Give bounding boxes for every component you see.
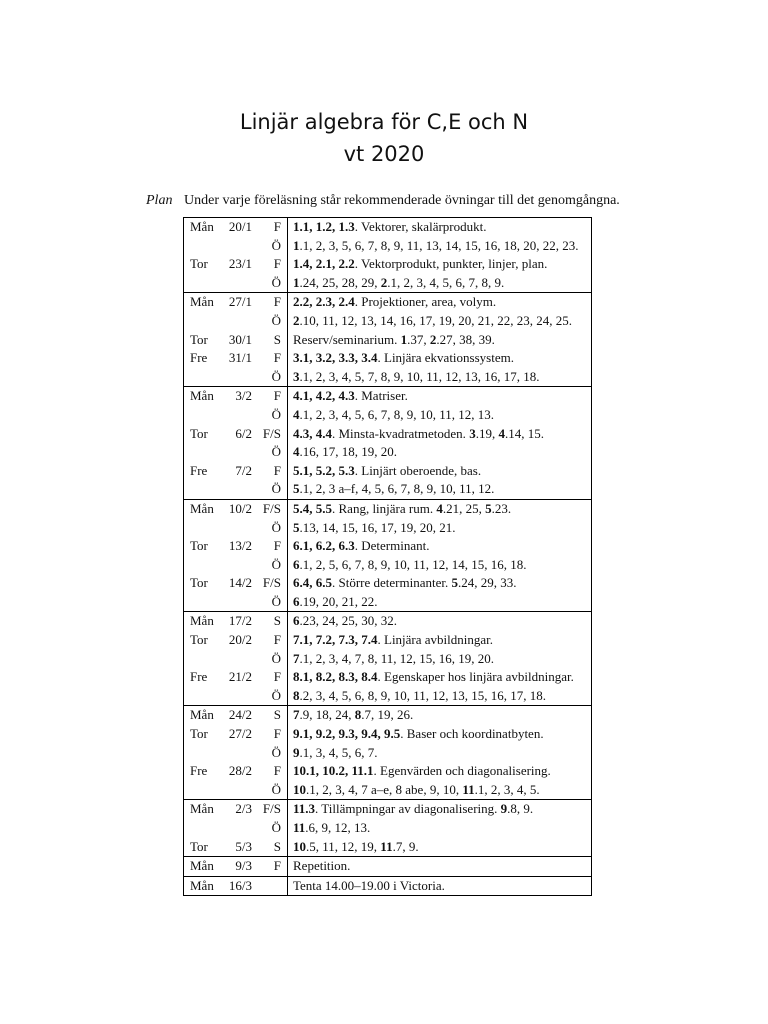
weekday: [184, 593, 224, 612]
date: 30/1: [228, 331, 252, 347]
schedule-row: [184, 687, 591, 706]
session-content: 6.4, 6.5. Större determinanter. 5.24, 29, 33.: [293, 575, 517, 591]
section-reference: 1: [293, 274, 300, 290]
date: [224, 593, 252, 612]
schedule-week-group: [184, 705, 591, 799]
schedule-row: [184, 781, 591, 800]
schedule-table: [183, 217, 592, 896]
session-type: F: [273, 219, 281, 234]
date: [224, 406, 252, 425]
schedule-row: [184, 574, 591, 593]
section-reference: 6.1, 6.2, 6.3: [293, 538, 355, 554]
section-reference: 11: [462, 781, 475, 797]
section-reference: 6: [293, 613, 300, 629]
weekday: Fre: [190, 350, 208, 366]
session-content: 7.9, 18, 24, 8.7, 19, 26.: [293, 707, 414, 723]
schedule-row: [184, 406, 591, 425]
session-content: 6.1, 6.2, 6.3. Determinant.: [293, 538, 430, 554]
date: [224, 480, 252, 499]
date: 7/2: [235, 462, 252, 478]
session-type: Ö: [271, 444, 281, 460]
session-type: Ö: [271, 519, 281, 535]
weekday: Mån: [190, 707, 214, 723]
session-content: 3.1, 2, 3, 4, 5, 7, 8, 9, 10, 11, 12, 13, 16, 17, 18.: [293, 368, 540, 384]
weekday: Tor: [190, 575, 208, 591]
schedule-row: [184, 593, 591, 612]
session-type: F: [273, 726, 281, 742]
session-content: 1.1, 1.2, 1.3. Vektorer, skalärprodukt.: [293, 219, 487, 234]
session-type: Ö: [271, 481, 281, 497]
date: 17/2: [228, 613, 252, 629]
section-reference: 3: [293, 368, 300, 384]
session-type: F/S: [262, 500, 281, 516]
session-content: 8.2, 3, 4, 5, 6, 8, 9, 10, 11, 12, 13, 15, 16, 17, 18.: [293, 687, 547, 703]
session-content: 3.1, 3.2, 3.3, 3.4. Linjära ekvationssystem.: [293, 350, 514, 366]
session-content: 6.23, 24, 25, 30, 32.: [293, 613, 397, 629]
session-content: Tenta 14.00–19.00 i Victoria.: [293, 877, 445, 893]
date: 3/2: [235, 388, 252, 404]
plan-description: Under varje föreläsning står rekommenderade övningar till det genomgångna.: [184, 193, 620, 208]
session-type: F: [273, 388, 281, 404]
weekday: [184, 237, 224, 256]
section-reference: 10.1, 10.2, 11.1: [293, 763, 374, 779]
schedule-week-group: [184, 611, 591, 705]
weekday: Fre: [190, 462, 208, 478]
date: [224, 312, 252, 331]
schedule-row: [184, 838, 591, 857]
date: 28/2: [228, 763, 252, 779]
session-type: F: [273, 350, 281, 366]
session-content: 2.2, 2.3, 2.4. Projektioner, area, volym.: [293, 294, 497, 310]
schedule-row: [184, 612, 591, 631]
session-content: 5.1, 2, 3 a–f, 4, 5, 6, 7, 8, 9, 10, 11, 12.: [293, 481, 495, 497]
section-reference: 4: [293, 406, 300, 422]
session-content: 1.4, 2.1, 2.2. Vektorprodukt, punkter, linjer, plan.: [293, 256, 548, 272]
session-type: Ö: [271, 781, 281, 797]
date: [224, 819, 252, 838]
section-reference: 5: [485, 500, 492, 516]
weekday: [184, 443, 224, 462]
schedule-row: [184, 762, 591, 781]
session-type: F/S: [262, 575, 281, 591]
section-reference: 7: [293, 650, 300, 666]
weekday: Tor: [190, 632, 208, 648]
section-reference: 9: [293, 744, 300, 760]
schedule-row: [184, 312, 591, 331]
session-content: 4.1, 2, 3, 4, 5, 6, 7, 8, 9, 10, 11, 12, 13.: [293, 406, 495, 422]
schedule-row: [184, 725, 591, 744]
session-type: Ö: [271, 274, 281, 290]
session-type: Ö: [271, 368, 281, 384]
section-reference: 5: [293, 519, 300, 535]
session-type: Ö: [271, 237, 281, 253]
schedule-row: [184, 218, 591, 237]
session-type: S: [273, 331, 281, 347]
schedule-row: [184, 500, 591, 519]
weekday: Mån: [190, 500, 214, 516]
session-type: F: [273, 462, 281, 478]
section-reference: 5.4, 5.5: [293, 500, 332, 516]
section-reference: 3: [469, 425, 476, 441]
session-content: Repetition.: [293, 858, 351, 874]
schedule-row: [184, 462, 591, 481]
schedule-row: [184, 274, 591, 293]
schedule-row: [184, 877, 591, 896]
section-reference: 2: [293, 312, 300, 328]
session-type: Ö: [271, 687, 281, 703]
weekday: [184, 687, 224, 706]
date: 14/2: [228, 575, 252, 591]
date: 10/2: [228, 500, 252, 516]
weekday: [184, 781, 224, 800]
schedule-row: [184, 443, 591, 462]
weekday: Mån: [190, 388, 214, 404]
session-content: 11.6, 9, 12, 13.: [293, 820, 371, 835]
weekday: [184, 556, 224, 575]
section-reference: 9: [500, 801, 508, 817]
schedule-row: [184, 387, 591, 406]
session-type: F: [273, 538, 281, 554]
weekday: [184, 650, 224, 669]
schedule-week-group: [184, 499, 591, 612]
schedule-week-group: [184, 218, 591, 292]
session-content: 1.1, 2, 3, 5, 6, 7, 8, 9, 11, 13, 14, 15, 16, 18, 20, 22, 23.: [293, 237, 579, 253]
weekday: Tor: [190, 538, 208, 554]
section-reference: 6: [293, 593, 300, 609]
schedule-row: [184, 857, 591, 876]
schedule-row: [184, 349, 591, 368]
session-type: Ö: [271, 312, 281, 328]
section-reference: 5: [293, 481, 300, 497]
section-reference: 2: [380, 274, 388, 290]
schedule-row: [184, 706, 591, 725]
date: 20/2: [228, 632, 252, 648]
schedule-row: [184, 537, 591, 556]
session-content: 9.1, 3, 4, 5, 6, 7.: [293, 744, 378, 760]
schedule-row: [184, 255, 591, 274]
session-content: 5.13, 14, 15, 16, 17, 19, 20, 21.: [293, 519, 456, 535]
section-reference: 1.4, 2.1, 2.2: [293, 256, 355, 272]
session-type: F: [273, 763, 281, 779]
section-reference: 5.1, 5.2, 5.3: [293, 462, 355, 478]
plan-label: Plan: [146, 193, 173, 208]
schedule-row: [184, 556, 591, 575]
weekday: [184, 819, 224, 838]
date: [224, 368, 252, 387]
session-content: 6.1, 2, 5, 6, 7, 8, 9, 10, 11, 12, 14, 15, 16, 18.: [293, 556, 527, 572]
date: [224, 744, 252, 763]
session-content: 10.1, 10.2, 11.1. Egenvärden och diagonalisering.: [293, 763, 551, 779]
weekday: Tor: [190, 331, 208, 347]
section-reference: 4: [293, 444, 300, 460]
session-type: Ö: [271, 744, 281, 760]
session-type: F/S: [262, 425, 281, 441]
weekday: [184, 312, 224, 331]
session-content: 4.3, 4.4. Minsta-kvadratmetoden. 3.19, 4.14, 15.: [293, 425, 544, 441]
date: 5/3: [235, 838, 252, 854]
session-type: F: [273, 256, 281, 272]
section-reference: 11: [293, 820, 306, 835]
session-content: 5.4, 5.5. Rang, linjära rum. 4.21, 25, 5.23.: [293, 500, 512, 516]
date: 21/2: [228, 669, 252, 685]
session-content: 6.19, 20, 21, 22.: [293, 593, 378, 609]
section-reference: 4.3, 4.4: [293, 425, 332, 441]
schedule-week-group: [184, 799, 591, 856]
date: [224, 556, 252, 575]
session-type: Ö: [271, 406, 281, 422]
session-type: F: [273, 632, 281, 648]
date: [224, 237, 252, 256]
session-type: Ö: [271, 820, 281, 835]
weekday: Fre: [190, 763, 208, 779]
session-type: Ö: [271, 593, 281, 609]
weekday: [184, 368, 224, 387]
section-reference: 1.1, 1.2, 1.3: [293, 219, 355, 234]
session-type: Ö: [271, 556, 281, 572]
session-type: [252, 877, 281, 896]
session-content: 10.1, 2, 3, 4, 7 a–e, 8 abe, 9, 10, 11.1, 2, 3, 4, 5.: [293, 781, 540, 797]
weekday: Mån: [190, 858, 214, 874]
schedule-row: [184, 293, 591, 312]
date: 9/3: [235, 858, 252, 874]
date: [224, 274, 252, 293]
session-type: S: [273, 707, 281, 723]
weekday: [184, 406, 224, 425]
session-content: 7.1, 2, 3, 4, 7, 8, 11, 12, 15, 16, 19, 20.: [293, 650, 495, 666]
weekday: Tor: [190, 838, 208, 854]
section-reference: 8: [293, 687, 300, 703]
weekday: Fre: [190, 669, 208, 685]
section-reference: 10: [293, 838, 306, 854]
schedule-week-group: [184, 856, 591, 876]
section-reference: 11: [380, 838, 393, 854]
session-type: S: [273, 613, 281, 629]
date: [224, 781, 252, 800]
section-reference: 2: [429, 331, 437, 347]
weekday: [184, 744, 224, 763]
date: 23/1: [228, 256, 252, 272]
date: [224, 687, 252, 706]
section-reference: 11.3: [293, 801, 316, 817]
section-reference: 8: [354, 707, 362, 723]
weekday: [184, 274, 224, 293]
weekday: Tor: [190, 256, 208, 272]
session-type: F: [273, 294, 281, 310]
section-reference: 4.1, 4.2, 4.3: [293, 388, 355, 404]
session-type: F/S: [262, 801, 281, 817]
date: [224, 443, 252, 462]
weekday: Mån: [190, 294, 214, 310]
weekday: Tor: [190, 726, 208, 742]
section-reference: 5: [451, 575, 458, 591]
weekday: Mån: [190, 613, 214, 629]
schedule-row: [184, 480, 591, 499]
weekday: [184, 480, 224, 499]
weekday: Tor: [190, 425, 208, 441]
session-type: Ö: [271, 650, 281, 666]
schedule-week-group: [184, 386, 591, 499]
session-content: 4.16, 17, 18, 19, 20.: [293, 444, 397, 460]
section-reference: 2.2, 2.3, 2.4: [293, 294, 355, 310]
date: [224, 519, 252, 538]
section-reference: 7: [293, 707, 300, 723]
schedule-week-group: [184, 292, 591, 386]
session-type: F: [273, 858, 281, 874]
section-reference: 6: [293, 556, 300, 572]
schedule-row: [184, 425, 591, 444]
session-content: 5.1, 5.2, 5.3. Linjärt oberoende, bas.: [293, 462, 482, 478]
section-reference: 1: [293, 237, 300, 253]
date: 27/1: [228, 294, 252, 310]
session-content: 7.1, 7.2, 7.3, 7.4. Linjära avbildningar.: [293, 632, 494, 648]
schedule-row: [184, 744, 591, 763]
schedule-row: [184, 668, 591, 687]
weekday: [184, 519, 224, 538]
date: 13/2: [228, 538, 252, 554]
date: 27/2: [228, 726, 252, 742]
date: 16/3: [228, 877, 252, 893]
schedule-row: [184, 237, 591, 256]
session-content: 4.1, 4.2, 4.3. Matriser.: [293, 388, 408, 404]
section-reference: 4: [436, 500, 443, 516]
section-reference: 4: [498, 425, 505, 441]
section-reference: 3.1, 3.2, 3.3, 3.4: [293, 350, 378, 366]
session-type: F: [273, 669, 281, 685]
schedule-row: [184, 631, 591, 650]
section-reference: 9.1, 9.2, 9.3, 9.4, 9.5: [293, 726, 401, 742]
date: 31/1: [228, 350, 252, 366]
session-content: 11.3. Tillämpningar av diagonalisering. 9.8, 9.: [293, 801, 534, 817]
schedule-row: [184, 819, 591, 838]
section-reference: 6.4, 6.5: [293, 575, 332, 591]
weekday: Mån: [190, 877, 214, 893]
weekday: Mån: [190, 219, 214, 234]
schedule-row: [184, 519, 591, 538]
section-reference: 10: [293, 781, 306, 797]
page-title: Linjär algebra för C,E och N: [239, 110, 529, 134]
schedule-row: [184, 368, 591, 387]
session-content: 10.5, 11, 12, 19, 11.7, 9.: [293, 838, 419, 854]
session-content: Reserv/seminarium. 1.37, 2.27, 38, 39.: [293, 331, 495, 347]
section-reference: 7.1, 7.2, 7.3, 7.4: [293, 632, 378, 648]
date: 24/2: [228, 707, 252, 723]
session-type: S: [273, 838, 281, 854]
date: 20/1: [228, 219, 252, 234]
schedule-row: [184, 650, 591, 669]
weekday: Mån: [190, 801, 214, 817]
schedule-week-group: [184, 876, 591, 896]
session-content: 9.1, 9.2, 9.3, 9.4, 9.5. Baser och koordinatbyten.: [293, 726, 544, 742]
section-reference: 1: [400, 331, 408, 347]
schedule-row: [184, 331, 591, 350]
date: 2/3: [235, 801, 252, 817]
schedule-row: [184, 800, 591, 819]
page-subtitle: vt 2020: [343, 142, 425, 166]
session-content: 8.1, 8.2, 8.3, 8.4. Egenskaper hos linjära avbildningar.: [293, 669, 574, 685]
date: [224, 650, 252, 669]
session-content: 1.24, 25, 28, 29, 2.1, 2, 3, 4, 5, 6, 7, 8, 9.: [293, 274, 505, 290]
session-content: 2.10, 11, 12, 13, 14, 16, 17, 19, 20, 21, 22, 23, 24, 25.: [293, 312, 573, 328]
date: 6/2: [235, 425, 252, 441]
section-reference: 8.1, 8.2, 8.3, 8.4: [293, 669, 378, 685]
